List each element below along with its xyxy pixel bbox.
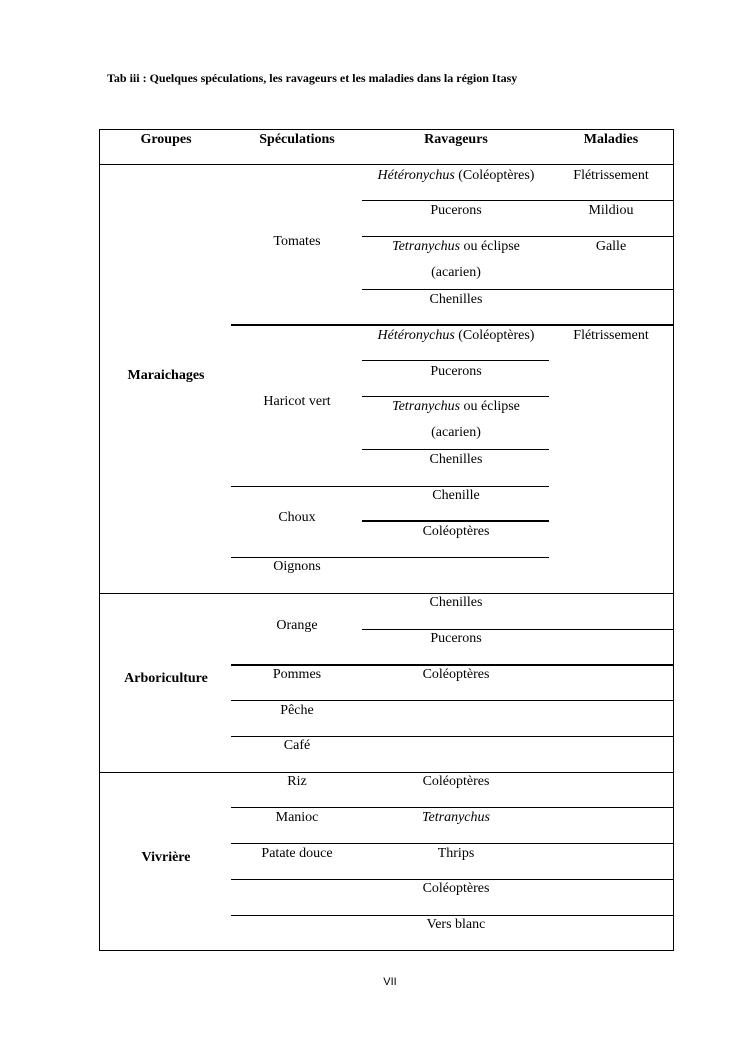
ravageur-cell	[392, 239, 520, 255]
group-maraichages: Maraichages	[127, 368, 205, 383]
ravageur-cell: (acarien)	[431, 265, 481, 280]
rule	[231, 700, 674, 701]
ravageur-italic: Hétéronychus	[377, 168, 455, 183]
speculation-oignons: Oignons	[273, 559, 321, 574]
ravageur-text: ou éclipse	[460, 239, 520, 254]
maladie-cell: Flétrissement	[573, 168, 649, 183]
header-speculations: Spéculations	[259, 132, 335, 147]
ravageur-cell: Chenilles	[429, 595, 483, 610]
speculation-pommes: Pommes	[272, 667, 322, 682]
ravageur-italic: Tetranychus	[422, 810, 490, 825]
speculation-choux: Choux	[278, 510, 316, 525]
ravageur-italic: Tetranychus	[392, 239, 461, 254]
page-number: VII	[383, 976, 397, 988]
rule	[231, 664, 674, 666]
rule	[231, 736, 674, 737]
ravageur-italic: Tetranychus	[392, 399, 461, 414]
rule	[231, 486, 549, 487]
header-ravageurs: Ravageurs	[424, 132, 488, 147]
maladie-cell: Galle	[595, 239, 627, 254]
speculation-haricot-vert: Haricot vert	[263, 394, 331, 409]
speculation-peche: Pêche	[280, 703, 314, 718]
ravageur-cell: Vers blanc	[426, 917, 486, 932]
rule	[362, 200, 674, 201]
ravageur-italic: Hétéronychus	[377, 328, 455, 343]
table-frame	[99, 129, 674, 951]
speculation-riz: Riz	[287, 774, 307, 789]
header-rule	[99, 164, 674, 165]
rule	[362, 360, 549, 361]
speculation-tomates: Tomates	[273, 234, 321, 249]
rule	[362, 629, 674, 630]
ravageur-cell: Coléoptères	[422, 667, 490, 682]
rule	[362, 236, 674, 237]
ravageur-cell: Coléoptères	[422, 774, 490, 789]
table-caption: Tab iii : Quelques spéculations, les ravageurs et les maladies dans la région Itasy	[107, 71, 518, 85]
ravageur-cell: Thrips	[437, 846, 475, 861]
rule	[362, 520, 549, 522]
rule	[231, 557, 549, 558]
rule	[362, 396, 549, 397]
ravageur-cell: Chenilles	[429, 292, 483, 307]
maladie-cell: Mildiou	[588, 203, 634, 218]
speculation-orange: Orange	[276, 618, 318, 633]
ravageur-cell	[422, 810, 490, 826]
ravageur-cell: Pucerons	[430, 364, 482, 379]
header-groupes: Groupes	[140, 132, 192, 147]
rule	[231, 807, 674, 808]
rule	[231, 843, 674, 844]
speculation-patate-douce: Patate douce	[261, 846, 333, 861]
rule	[231, 915, 674, 916]
ravageur-cell: Pucerons	[430, 631, 482, 646]
speculation-manioc: Manioc	[275, 810, 319, 825]
rule	[362, 449, 549, 450]
ravageur-cell: Chenilles	[429, 452, 483, 467]
speculation-cafe: Café	[283, 738, 311, 753]
ravageur-cell: Coléoptères	[422, 881, 490, 896]
group-vivriere: Vivrière	[141, 850, 191, 865]
ravageur-cell: Coléoptères	[422, 524, 490, 539]
ravageur-text: ou éclipse	[460, 399, 520, 414]
rule	[362, 289, 674, 290]
group-rule	[99, 593, 674, 594]
header-maladies: Maladies	[583, 132, 639, 147]
ravageur-text: (Coléoptères)	[454, 328, 535, 343]
ravageur-cell	[378, 328, 535, 344]
ravageur-cell: (acarien)	[431, 425, 481, 440]
group-rule	[99, 772, 674, 773]
rule	[231, 879, 674, 880]
ravageur-cell	[378, 168, 535, 184]
ravageur-cell: Chenille	[432, 488, 480, 503]
group-arboriculture: Arboriculture	[124, 671, 208, 686]
ravageur-cell: Pucerons	[430, 203, 482, 218]
ravageur-text: (Coléoptères)	[454, 168, 535, 183]
ravageur-cell	[392, 399, 520, 415]
maladie-cell: Flétrissement	[573, 328, 649, 343]
rule	[231, 324, 674, 326]
